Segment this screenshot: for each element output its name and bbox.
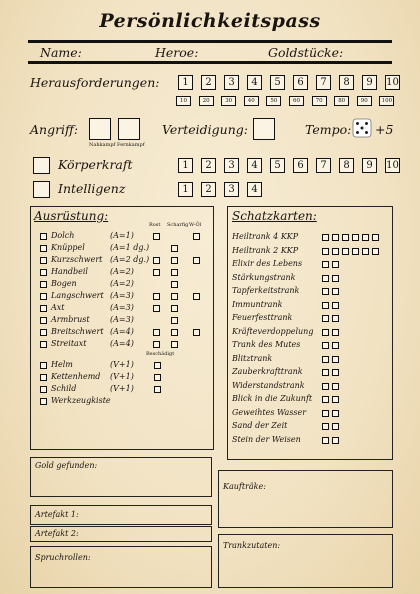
defense-box[interactable] [253, 118, 275, 140]
armor-checkbox[interactable] [40, 374, 47, 381]
armor-col-header: Beschädigt [146, 351, 175, 357]
treasure-checkbox[interactable] [332, 342, 339, 349]
weapon-condition-checkbox[interactable] [171, 245, 178, 252]
challenge-box[interactable]: 4 [247, 75, 262, 90]
treasure-checkbox[interactable] [332, 423, 339, 430]
armor-stat: (V+1) [110, 372, 134, 381]
treasure-checkbox[interactable] [322, 342, 329, 349]
weapon-name: Kurzschwert [51, 255, 103, 264]
weapon-name: Axt [51, 303, 65, 312]
treasure-checkbox[interactable] [332, 275, 339, 282]
treasure-checkbox[interactable] [322, 234, 329, 241]
weapon-checkbox[interactable] [40, 233, 47, 240]
strength-box[interactable]: 3 [224, 158, 239, 173]
treasure-name: Immuntrank [232, 299, 283, 309]
challenge-box[interactable]: 3 [224, 75, 239, 90]
challenge-sub-box[interactable]: 20 [199, 96, 214, 106]
weapon-stat: (A=3) [110, 315, 134, 324]
die-icon [352, 118, 372, 138]
strength-box[interactable]: 4 [247, 158, 262, 173]
strength-label: Körperkraft [58, 157, 133, 172]
equipment-col-header: W-Öl [189, 222, 202, 228]
header-bar-top [28, 40, 392, 43]
treasure-checkbox[interactable] [332, 369, 339, 376]
weapon-condition-checkbox[interactable] [193, 233, 200, 240]
equipment-col-header: Scharfig [167, 222, 189, 228]
treasure-checkbox[interactable] [322, 288, 329, 295]
weapon-condition-checkbox[interactable] [193, 329, 200, 336]
weapon-name: Langschwert [51, 291, 104, 300]
treasure-checkbox[interactable] [332, 410, 339, 417]
treasure-checkbox[interactable] [332, 261, 339, 268]
weapon-stat: (A=4) [110, 339, 134, 348]
treasure-checkbox[interactable] [342, 234, 349, 241]
armor-damaged-checkbox[interactable] [154, 386, 161, 393]
treasure-name: Stein der Weisen [232, 434, 301, 444]
strength-box[interactable]: 1 [178, 158, 193, 173]
treasure-name: Tapferkeitstrank [232, 286, 300, 295]
weapon-name: Armbrust [51, 315, 90, 324]
intelligence-box[interactable]: 3 [224, 182, 239, 197]
treasure-name: Blitztrank [232, 353, 273, 363]
weapon-condition-checkbox[interactable] [153, 329, 160, 336]
artefact1-label: Artefakt 1: [35, 510, 79, 519]
treasure-name: Widerstandstrank [232, 380, 305, 390]
treasure-title: Schatzkarten: [232, 209, 317, 223]
strength-box[interactable]: 10 [386, 160, 399, 171]
weapon-name: Handbeil [51, 267, 88, 276]
strength-box[interactable]: 9 [362, 158, 377, 173]
treasure-checkbox[interactable] [332, 437, 339, 444]
weapon-name: Dolch [51, 231, 75, 240]
header-bar-bottom [28, 61, 392, 64]
challenge-sub-box[interactable]: 30 [221, 96, 236, 106]
treasure-checkbox[interactable] [322, 396, 329, 403]
challenge-sub-box[interactable]: 100 [379, 96, 394, 106]
weapon-checkbox[interactable] [40, 317, 47, 324]
weapon-condition-checkbox[interactable] [153, 305, 160, 312]
treasure-checkbox[interactable] [332, 396, 339, 403]
treasure-checkbox[interactable] [332, 234, 339, 241]
treasure-name: Zauberkrafttrank [232, 367, 303, 376]
challenge-box[interactable]: 1 [178, 75, 193, 90]
tempo-bonus: +5 [375, 122, 394, 137]
treasure-checkbox[interactable] [322, 383, 329, 390]
weapon-stat: (A=2 dg.) [110, 255, 150, 264]
challenge-box[interactable]: 5 [270, 75, 285, 90]
weapon-stat: (A=1) [110, 231, 134, 240]
weapon-stat: (A=3) [110, 303, 134, 312]
ranged-box[interactable] [118, 118, 140, 140]
weapon-checkbox[interactable] [40, 305, 47, 312]
intelligence-checkbox[interactable] [33, 181, 50, 198]
weapon-condition-checkbox[interactable] [171, 341, 178, 348]
treasure-name: Feuerfesttrank [232, 313, 293, 322]
treasure-checkbox[interactable] [322, 410, 329, 417]
challenge-box[interactable]: 7 [316, 75, 331, 90]
weapon-condition-checkbox[interactable] [153, 293, 160, 300]
weapon-condition-checkbox[interactable] [153, 257, 160, 264]
melee-box[interactable] [89, 118, 111, 140]
weapon-name: Knüppel [51, 243, 85, 252]
treasure-checkbox[interactable] [322, 423, 329, 430]
equipment-col-header: Rost [149, 222, 161, 228]
treasure-checkbox[interactable] [322, 315, 329, 322]
weapon-checkbox[interactable] [40, 257, 47, 264]
treasure-checkbox[interactable] [322, 275, 329, 282]
armor-damaged-checkbox[interactable] [154, 374, 161, 381]
intelligence-box[interactable]: 4 [247, 182, 262, 197]
equipment-title: Ausrüstung: [34, 209, 109, 223]
scrolls-label: Spruchrollen: [35, 553, 91, 562]
tempo-label: Tempo: [305, 122, 352, 137]
weapon-name: Breitschwert [51, 327, 104, 336]
armor-name: Schild [51, 384, 77, 393]
weapon-condition-checkbox[interactable] [193, 257, 200, 264]
weapon-condition-checkbox[interactable] [171, 317, 178, 324]
attack-label: Angriff: [30, 122, 79, 137]
weapon-stat: (A=3) [110, 291, 134, 300]
challenge-sub-box[interactable]: 90 [357, 96, 372, 106]
treasure-checkbox[interactable] [362, 248, 369, 255]
armor-checkbox[interactable] [40, 362, 47, 369]
challenge-sub-box[interactable]: 60 [289, 96, 304, 106]
gold-found-label: Gold gefunden: [35, 461, 98, 470]
page-title: Persönlichkeitspass [99, 10, 321, 32]
strength-box[interactable]: 2 [201, 158, 216, 173]
weapon-condition-checkbox[interactable] [171, 257, 178, 264]
treasure-name: Kräfteverdoppelung [232, 326, 314, 336]
challenge-box[interactable]: 6 [293, 75, 308, 90]
treasure-checkbox[interactable] [332, 315, 339, 322]
treasure-name: Elixir des Lebens [232, 259, 303, 268]
treasure-name: Stärkungstrank [232, 272, 296, 282]
treasure-checkbox[interactable] [332, 356, 339, 363]
challenge-sub-box[interactable]: 70 [312, 96, 327, 106]
challenge-box[interactable]: 8 [339, 75, 354, 90]
treasure-checkbox[interactable] [322, 329, 329, 336]
weapon-condition-checkbox[interactable] [171, 281, 178, 288]
treasure-checkbox[interactable] [322, 356, 329, 363]
weapon-checkbox[interactable] [40, 245, 47, 252]
challenge-sub-box[interactable]: 10 [176, 96, 191, 106]
weapon-name: Bogen [51, 279, 77, 288]
treasure-checkbox[interactable] [322, 248, 329, 255]
weapon-condition-checkbox[interactable] [171, 305, 178, 312]
armor-damaged-checkbox[interactable] [154, 362, 161, 369]
weapon-stat: (A=1 dg.) [110, 243, 150, 252]
intelligence-label: Intelligenz [58, 181, 126, 196]
weapon-condition-checkbox[interactable] [171, 269, 178, 276]
treasure-name: Trank des Mutes [232, 340, 301, 349]
challenges-label: Herausforderungen: [30, 75, 160, 90]
artefact2-label: Artefakt 2: [35, 529, 79, 538]
treasure-checkbox[interactable] [332, 383, 339, 390]
challenge-sub-box[interactable]: 80 [334, 96, 349, 106]
weapon-checkbox[interactable] [40, 293, 47, 300]
weapon-checkbox[interactable] [40, 281, 47, 288]
treasure-name: Sand der Zeit [232, 421, 288, 430]
treasure-checkbox[interactable] [352, 248, 359, 255]
weapon-condition-checkbox[interactable] [193, 293, 200, 300]
challenge-box[interactable]: 2 [201, 75, 216, 90]
weapon-stat: (A=2) [110, 279, 134, 288]
weapon-condition-checkbox[interactable] [171, 293, 178, 300]
weapon-name: Streitaxt [51, 339, 87, 348]
treasure-checkbox[interactable] [342, 248, 349, 255]
armor-checkbox[interactable] [40, 398, 47, 405]
weapon-stat: (A=4) [110, 327, 134, 336]
challenge-sub-box[interactable]: 50 [266, 96, 281, 106]
treasure-checkbox[interactable] [332, 248, 339, 255]
armor-name: Helm [51, 360, 73, 369]
treasure-checkbox[interactable] [322, 437, 329, 444]
treasure-checkbox[interactable] [372, 234, 379, 241]
treasure-name: Blick in die Zukunft [232, 394, 313, 403]
ranged-label: Fernkampf [117, 142, 145, 148]
armor-name: Werkzeugkiste [51, 396, 111, 405]
treasure-name: Heiltrank 2 KKP [232, 245, 299, 255]
gold-label: Goldstücke: [268, 45, 344, 60]
ingredients-label: Trankzutaten: [223, 541, 281, 550]
armor-stat: (V+1) [110, 360, 134, 369]
challenge-box[interactable]: 9 [362, 75, 377, 90]
treasure-name: Geweihtes Wasser [232, 407, 307, 417]
armor-name: Kettenhemd [51, 372, 101, 381]
treasure-checkbox[interactable] [322, 261, 329, 268]
melee-label: Nahkampf [89, 142, 116, 148]
weapon-condition-checkbox[interactable] [153, 233, 160, 240]
intelligence-box[interactable]: 2 [201, 182, 216, 197]
treasure-checkbox[interactable] [322, 302, 329, 309]
strength-checkbox[interactable] [33, 157, 50, 174]
strength-box[interactable]: 7 [316, 158, 331, 173]
challenge-sub-box[interactable]: 40 [244, 96, 259, 106]
treasure-checkbox[interactable] [322, 369, 329, 376]
treasure-checkbox[interactable] [372, 248, 379, 255]
strength-box[interactable]: 8 [339, 158, 354, 173]
treasure-name: Heiltrank 4 KKP [232, 232, 299, 241]
defense-label: Verteidigung: [162, 122, 248, 137]
treasure-checkbox[interactable] [332, 302, 339, 309]
armor-checkbox[interactable] [40, 386, 47, 393]
treasure-checkbox[interactable] [362, 234, 369, 241]
treasure-checkbox[interactable] [332, 288, 339, 295]
heroe-label: Heroe: [155, 45, 199, 60]
weapon-condition-checkbox[interactable] [153, 341, 160, 348]
weapon-stat: (A=2) [110, 267, 134, 276]
strength-box[interactable]: 6 [293, 158, 308, 173]
armor-stat: (V+1) [110, 384, 134, 393]
treasure-checkbox[interactable] [352, 234, 359, 241]
weapon-condition-checkbox[interactable] [171, 329, 178, 336]
intelligence-box[interactable]: 1 [178, 182, 193, 197]
weapon-condition-checkbox[interactable] [153, 269, 160, 276]
weapon-checkbox[interactable] [40, 329, 47, 336]
strength-box[interactable]: 5 [270, 158, 285, 173]
treasure-checkbox[interactable] [332, 329, 339, 336]
potions-panel[interactable] [218, 470, 393, 528]
weapon-checkbox[interactable] [40, 341, 47, 348]
potions-label: Kaufträke: [223, 482, 266, 491]
weapon-checkbox[interactable] [40, 269, 47, 276]
name-label: Name: [40, 45, 82, 60]
challenge-box[interactable]: 10 [386, 77, 399, 88]
